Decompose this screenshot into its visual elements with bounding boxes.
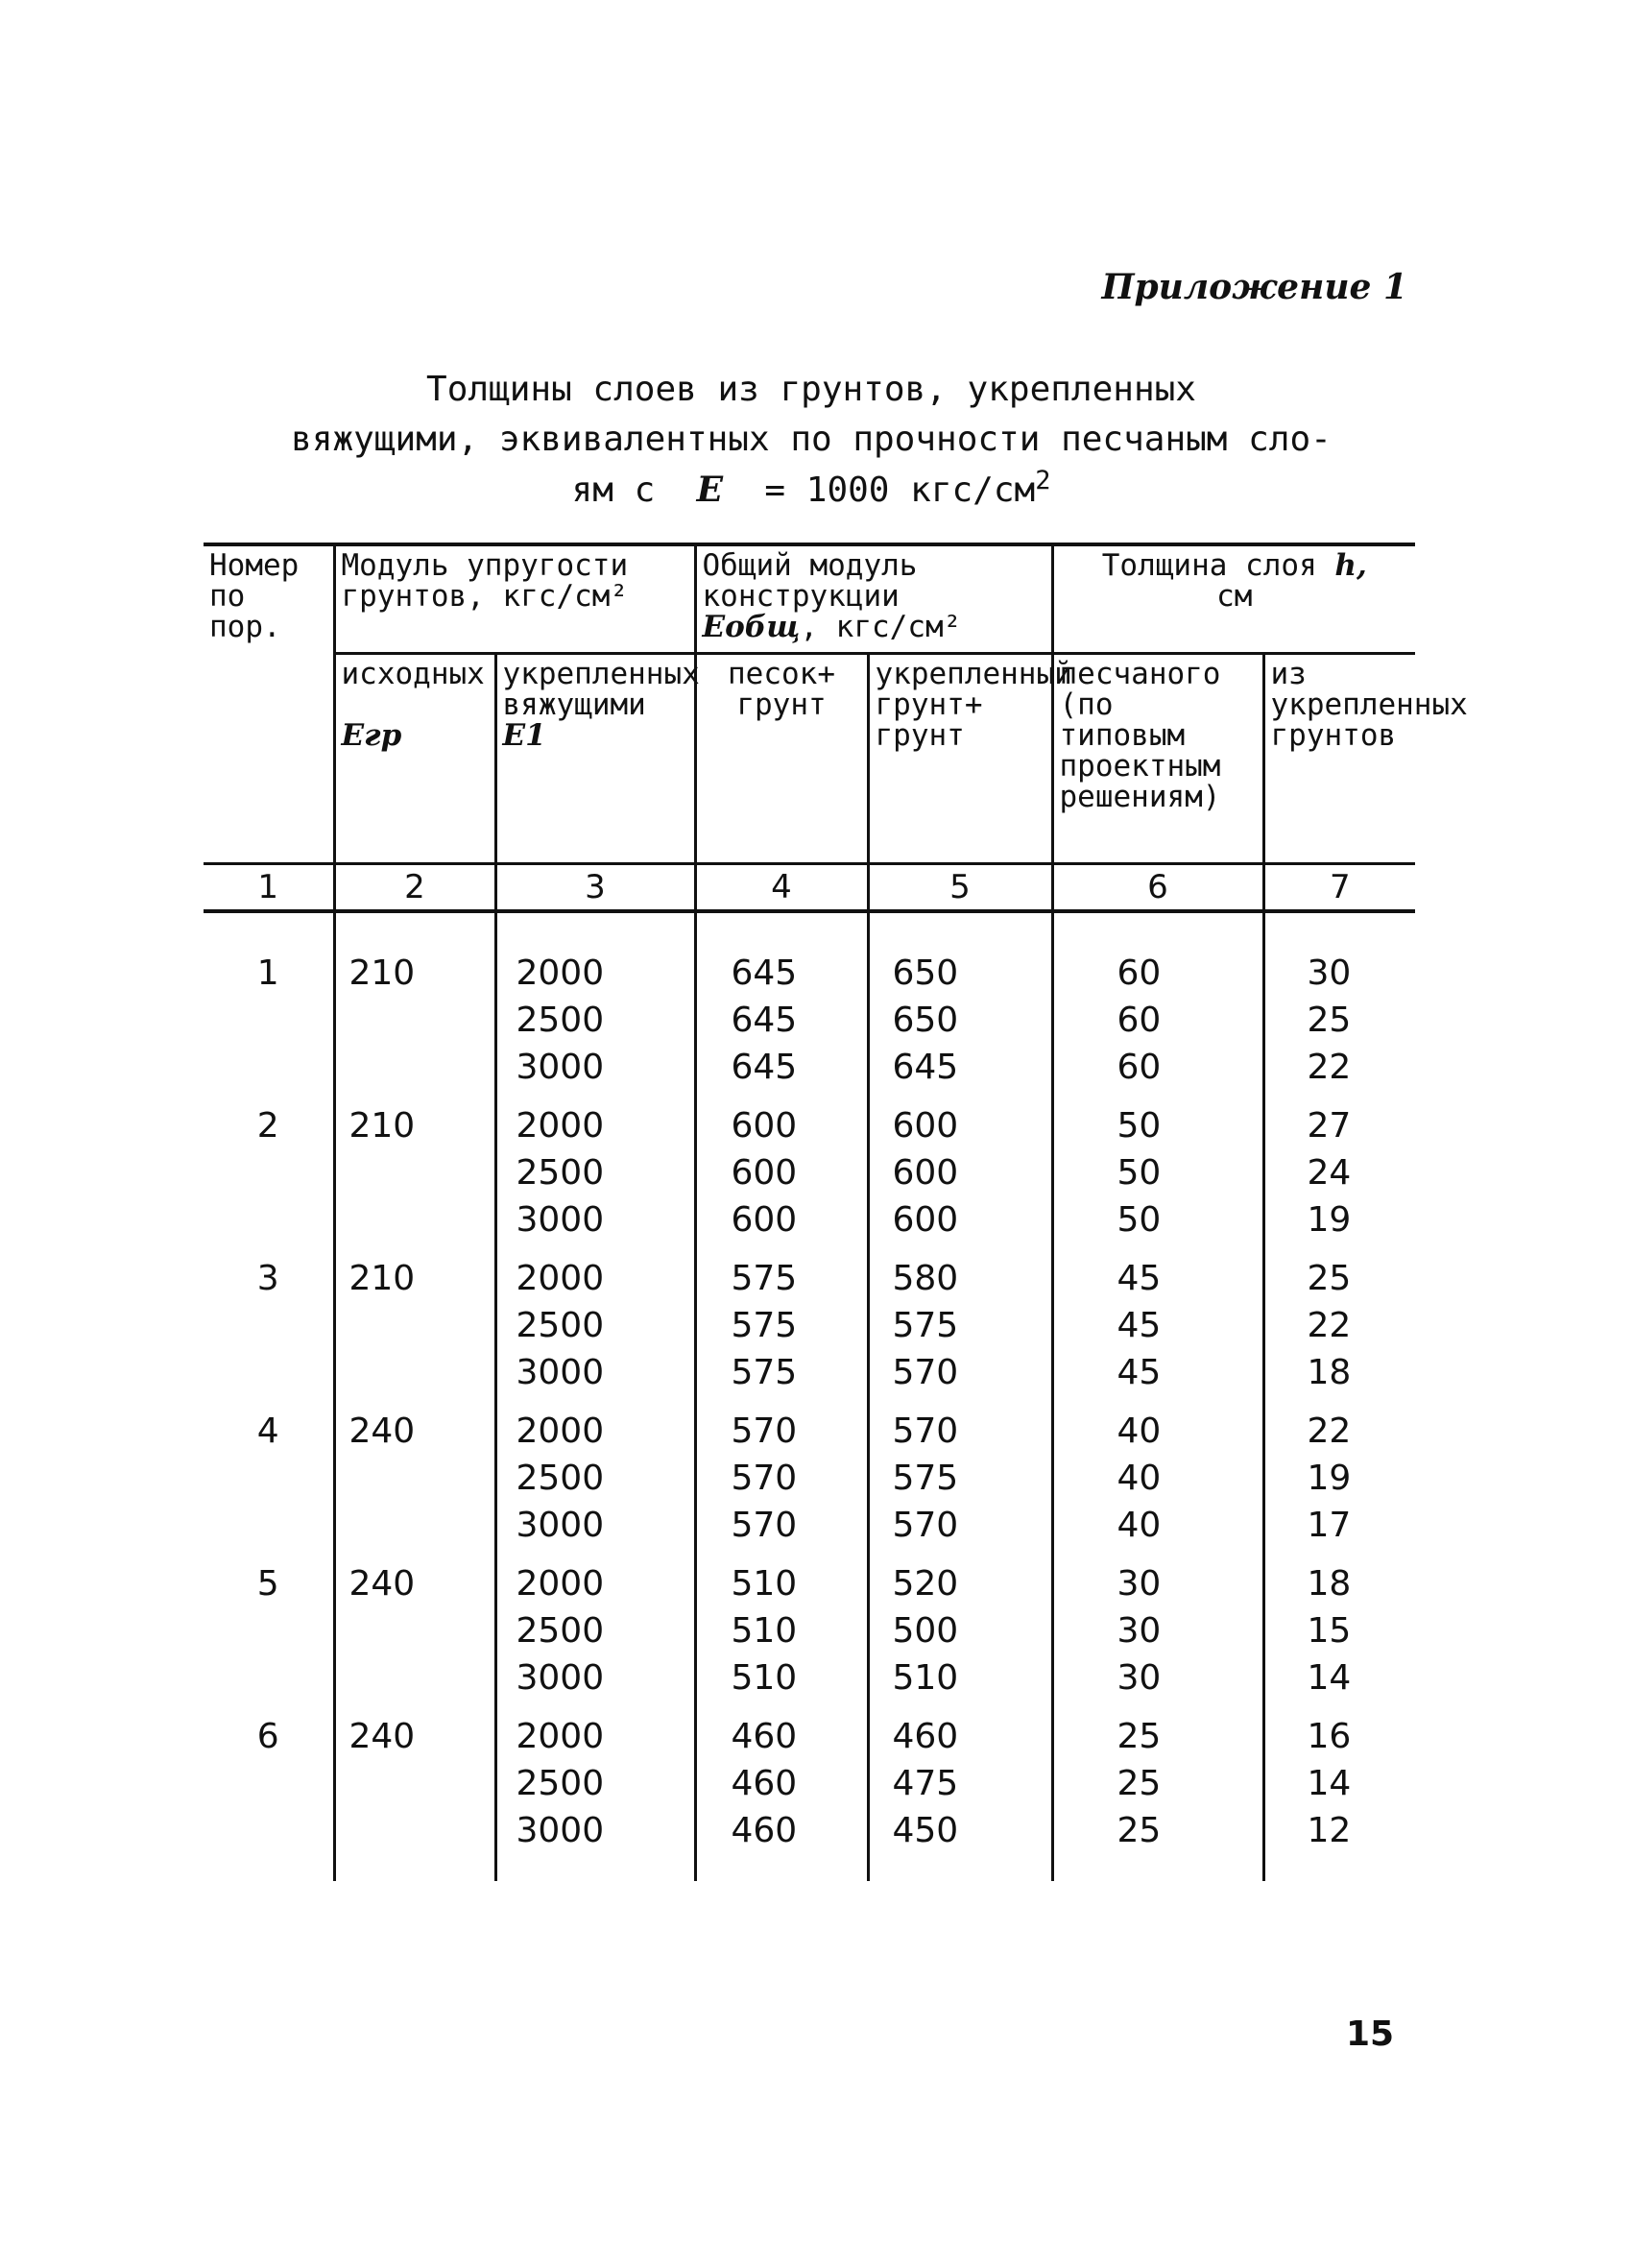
title-line-3-prefix: ям с: [571, 470, 656, 510]
table-row: [204, 911, 1415, 1091]
header-total-symbol: Eобщ: [702, 610, 801, 644]
empty-cell: [868, 1854, 1052, 1881]
column-number: 7: [1263, 864, 1415, 912]
cell-thickness-sandy: [1052, 1243, 1263, 1396]
cell-initial-modulus: 210: [334, 1243, 495, 1396]
header-thickness-text: Толщина слоя: [1101, 548, 1317, 583]
cell-total-reinforced-soil-value: 475: [892, 1764, 959, 1803]
cell-total-reinforced-soil-value: 575: [892, 1459, 959, 1498]
header-total-modulus-group: [695, 544, 1052, 654]
table-tail-row: [204, 1854, 1415, 1881]
cell-total-reinforced-soil: [868, 1701, 1052, 1854]
cell-total-sand-soil-value: 645: [731, 1001, 798, 1040]
cell-total-reinforced-soil-value: 600: [892, 1153, 959, 1193]
header-initial-symbol: Eгр: [341, 718, 402, 753]
cell-number: 3: [256, 1259, 279, 1298]
cell-total-reinforced-soil-value: 600: [892, 1200, 959, 1240]
header-total-modulus-text: Общий модуль конструкции: [702, 548, 918, 614]
empty-cell: [204, 1854, 334, 1881]
cell-total-reinforced-soil-value: 570: [892, 1353, 959, 1392]
cell-total-sand-soil-value: 600: [731, 1153, 798, 1193]
cell-total-reinforced-soil-value: 650: [892, 1001, 959, 1040]
cell-reinforced-modulus-value: 3000: [516, 1353, 605, 1392]
cell-reinforced-modulus-value: 2500: [516, 1611, 605, 1651]
cell-total-sand-soil-value: 460: [731, 1764, 798, 1803]
cell-total-reinforced-soil-value: 510: [892, 1658, 959, 1698]
cell-total-sand-soil-value: 575: [731, 1353, 798, 1392]
cell-thickness-sandy: [1052, 911, 1263, 1091]
cell-reinforced-modulus: [495, 1701, 695, 1854]
cell-reinforced-modulus: [495, 1549, 695, 1701]
cell-number: 5: [256, 1564, 279, 1604]
cell-thickness-sandy-value: 25: [1117, 1717, 1162, 1756]
cell-thickness-reinforced-value: 19: [1307, 1200, 1352, 1240]
cell-total-reinforced-soil-value: 520: [892, 1564, 959, 1604]
cell-total-reinforced-soil-value: 645: [892, 1048, 959, 1087]
cell-total-reinforced-soil-value: 580: [892, 1259, 959, 1298]
cell-total-sand-soil-value: 570: [731, 1459, 798, 1498]
cell-number: 4: [256, 1411, 279, 1451]
cell-thickness-sandy-value: 50: [1117, 1153, 1162, 1193]
cell-reinforced-modulus-value: 2500: [516, 1001, 605, 1040]
cell-reinforced-modulus-value: 2500: [516, 1153, 605, 1193]
cell-thickness-reinforced-value: 27: [1307, 1106, 1352, 1146]
cell-thickness-reinforced-value: 22: [1307, 1048, 1352, 1087]
cell-total-sand-soil-value: 570: [731, 1506, 798, 1545]
cell-initial-modulus: 210: [334, 1091, 495, 1243]
cell-thickness-sandy-value: 30: [1117, 1611, 1162, 1651]
cell-thickness-sandy-value: 25: [1117, 1811, 1162, 1850]
cell-total-reinforced-soil: [868, 1549, 1052, 1701]
title-line-3: [202, 465, 1421, 516]
cell-initial-modulus: 240: [334, 1396, 495, 1549]
cell-total-sand-soil-value: 510: [731, 1611, 798, 1651]
empty-cell: [495, 1854, 695, 1881]
cell-reinforced-modulus-value: 2000: [516, 1564, 605, 1604]
cell-reinforced-modulus-value: 3000: [516, 1200, 605, 1240]
cell-thickness-sandy-value: 60: [1117, 1048, 1162, 1087]
cell-thickness-reinforced-value: 22: [1307, 1411, 1352, 1451]
cell-thickness-reinforced-value: 19: [1307, 1459, 1352, 1498]
cell-thickness-sandy-value: 45: [1117, 1353, 1162, 1392]
cell-initial-modulus: 240: [334, 1701, 495, 1854]
cell-number: 2: [256, 1106, 279, 1146]
header-total-unit: , кгс/см²: [800, 610, 962, 644]
cell-total-sand-soil-value: 575: [731, 1259, 798, 1298]
cell-reinforced-modulus: [495, 1243, 695, 1396]
header-reinforced-soil: укрепленный грунт+ грунт: [868, 654, 1052, 864]
header-thickness-group: [1052, 544, 1415, 654]
cell-thickness-sandy-value: 50: [1117, 1106, 1162, 1146]
cell-total-reinforced-soil-value: 650: [892, 953, 959, 993]
cell-thickness-sandy-value: 45: [1117, 1259, 1162, 1298]
cell-reinforced-modulus-value: 2000: [516, 1106, 605, 1146]
cell-thickness-reinforced: [1263, 1091, 1415, 1243]
header-thickness-symbol: h,: [1334, 548, 1367, 583]
cell-thickness-reinforced-value: 16: [1307, 1717, 1352, 1756]
cell-total-sand-soil: [695, 911, 868, 1091]
cell-total-sand-soil-value: 645: [731, 953, 798, 993]
cell-reinforced-modulus-value: 3000: [516, 1048, 605, 1087]
cell-reinforced-modulus-value: 3000: [516, 1506, 605, 1545]
cell-thickness-reinforced-value: 22: [1307, 1306, 1352, 1345]
cell-thickness-sandy: [1052, 1091, 1263, 1243]
table-row: [204, 1243, 1415, 1396]
empty-cell: [334, 1854, 495, 1881]
cell-thickness-reinforced-value: 14: [1307, 1764, 1352, 1803]
cell-total-reinforced-soil-value: 500: [892, 1611, 959, 1651]
header-sand-soil: песок+ грунт: [695, 654, 868, 864]
cell-thickness-reinforced: [1263, 1549, 1415, 1701]
equivalence-table: [204, 543, 1468, 1881]
cell-initial-modulus: 240: [334, 1549, 495, 1701]
header-initial: [334, 654, 495, 864]
empty-cell: [1263, 1854, 1415, 1881]
title-symbol-e: E: [696, 470, 724, 510]
cell-total-reinforced-soil: [868, 1396, 1052, 1549]
appendix-label: Приложение 1: [1101, 267, 1407, 307]
cell-thickness-sandy-value: 30: [1117, 1658, 1162, 1698]
table-row: [204, 1091, 1415, 1243]
cell-thickness-sandy-value: 45: [1117, 1306, 1162, 1345]
column-number: 1: [204, 864, 334, 912]
header-modulus-group: Модуль упругости грунтов, кгс/см²: [334, 544, 695, 654]
empty-cell: [695, 1854, 868, 1881]
cell-thickness-reinforced-value: 14: [1307, 1658, 1352, 1698]
cell-thickness-sandy-value: 40: [1117, 1411, 1162, 1451]
cell-reinforced-modulus-value: 2500: [516, 1306, 605, 1345]
cell-total-reinforced-soil-value: 575: [892, 1306, 959, 1345]
column-number: 4: [695, 864, 868, 912]
table-row: [204, 1701, 1415, 1854]
table-row: [204, 1549, 1415, 1701]
cell-thickness-reinforced-value: 24: [1307, 1153, 1352, 1193]
cell-total-sand-soil-value: 460: [731, 1717, 798, 1756]
cell-thickness-sandy-value: 50: [1117, 1200, 1162, 1240]
header-reinforced: [495, 654, 700, 864]
cell-total-sand-soil: [695, 1701, 868, 1854]
header-thickness-unit: см: [1216, 579, 1253, 614]
cell-thickness-reinforced: [1263, 1701, 1415, 1854]
cell-reinforced-modulus-value: 3000: [516, 1658, 605, 1698]
cell-thickness-reinforced-value: 18: [1307, 1564, 1352, 1604]
header-from-reinforced: из укрепленных грунтов: [1263, 654, 1415, 864]
cell-thickness-reinforced-value: 15: [1307, 1611, 1352, 1651]
cell-total-sand-soil-value: 570: [731, 1411, 798, 1451]
cell-reinforced-modulus-value: 2000: [516, 1717, 605, 1756]
title-line-2: вяжущими, эквивалентных по прочности песчаным сло-: [291, 420, 1332, 459]
cell-total-reinforced-soil: [868, 1243, 1052, 1396]
cell-reinforced-modulus: [495, 911, 695, 1091]
title-line-1: Толщины слоев из грунтов, укрепленных: [426, 370, 1196, 409]
cell-thickness-reinforced-value: 12: [1307, 1811, 1352, 1850]
cell-thickness-reinforced-value: 30: [1307, 953, 1352, 993]
cell-reinforced-modulus-value: 2000: [516, 953, 605, 993]
header-reinforced-symbol: E1: [502, 718, 546, 753]
title-line-3-suffix: = 1000 кгс/см: [764, 470, 1036, 510]
cell-thickness-reinforced-value: 25: [1307, 1259, 1352, 1298]
cell-total-reinforced-soil: [868, 1091, 1052, 1243]
cell-total-sand-soil-value: 510: [731, 1658, 798, 1698]
cell-total-reinforced-soil-value: 600: [892, 1106, 959, 1146]
cell-thickness-reinforced-value: 18: [1307, 1353, 1352, 1392]
page-number: 15: [1346, 2015, 1395, 2054]
column-numbers-row: [204, 864, 1415, 912]
header-reinforced-text: укрепленных вяжущими: [502, 657, 700, 722]
cell-thickness-reinforced-value: 17: [1307, 1506, 1352, 1545]
column-number: 2: [334, 864, 495, 912]
cell-thickness-sandy: [1052, 1701, 1263, 1854]
cell-number: 1: [256, 953, 279, 993]
cell-reinforced-modulus-value: 2500: [516, 1764, 605, 1803]
header-initial-text: исходных: [341, 657, 485, 691]
cell-thickness-reinforced-value: 25: [1307, 1001, 1352, 1040]
cell-thickness-reinforced: [1263, 1396, 1415, 1549]
cell-reinforced-modulus-value: 2500: [516, 1459, 605, 1498]
cell-total-reinforced-soil-value: 460: [892, 1717, 959, 1756]
cell-total-reinforced-soil-value: 450: [892, 1811, 959, 1850]
cell-total-sand-soil-value: 575: [731, 1306, 798, 1345]
cell-thickness-reinforced: [1263, 1243, 1415, 1396]
cell-thickness-sandy-value: 60: [1117, 953, 1162, 993]
cell-thickness-sandy-value: 30: [1117, 1564, 1162, 1604]
cell-thickness-sandy: [1052, 1396, 1263, 1549]
cell-total-sand-soil: [695, 1549, 868, 1701]
cell-total-reinforced-soil-value: 570: [892, 1411, 959, 1451]
cell-thickness-reinforced: [1263, 911, 1415, 1091]
cell-total-sand-soil-value: 510: [731, 1564, 798, 1604]
cell-thickness-sandy: [1052, 1549, 1263, 1701]
cell-reinforced-modulus-value: 3000: [516, 1811, 605, 1850]
cell-reinforced-modulus: [495, 1091, 695, 1243]
cell-reinforced-modulus: [495, 1396, 695, 1549]
table-title: [202, 365, 1421, 516]
table-row: [204, 1396, 1415, 1549]
header-number: Номер по пор.: [204, 544, 334, 864]
cell-thickness-sandy-value: 25: [1117, 1764, 1162, 1803]
cell-total-sand-soil-value: 600: [731, 1106, 798, 1146]
cell-thickness-sandy-value: 40: [1117, 1506, 1162, 1545]
cell-thickness-sandy-value: 40: [1117, 1459, 1162, 1498]
cell-total-sand-soil-value: 645: [731, 1048, 798, 1087]
cell-number: 6: [256, 1717, 279, 1756]
column-number: 3: [495, 864, 695, 912]
cell-total-sand-soil-value: 600: [731, 1200, 798, 1240]
cell-total-reinforced-soil: [868, 911, 1052, 1091]
title-line-3-sup: 2: [1035, 466, 1051, 495]
table-body: [204, 911, 1415, 1881]
cell-total-reinforced-soil-value: 570: [892, 1506, 959, 1545]
cell-initial-modulus: 210: [334, 911, 495, 1091]
cell-total-sand-soil-value: 460: [731, 1811, 798, 1850]
cell-reinforced-modulus-value: 2000: [516, 1259, 605, 1298]
empty-cell: [1052, 1854, 1263, 1881]
cell-total-sand-soil: [695, 1091, 868, 1243]
cell-total-sand-soil: [695, 1243, 868, 1396]
cell-total-sand-soil: [695, 1396, 868, 1549]
column-number: 6: [1052, 864, 1263, 912]
cell-reinforced-modulus-value: 2000: [516, 1411, 605, 1451]
header-sandy-layer: песчаного (по типовым проектным решениям): [1052, 654, 1263, 864]
column-number: 5: [868, 864, 1052, 912]
cell-thickness-sandy-value: 60: [1117, 1001, 1162, 1040]
